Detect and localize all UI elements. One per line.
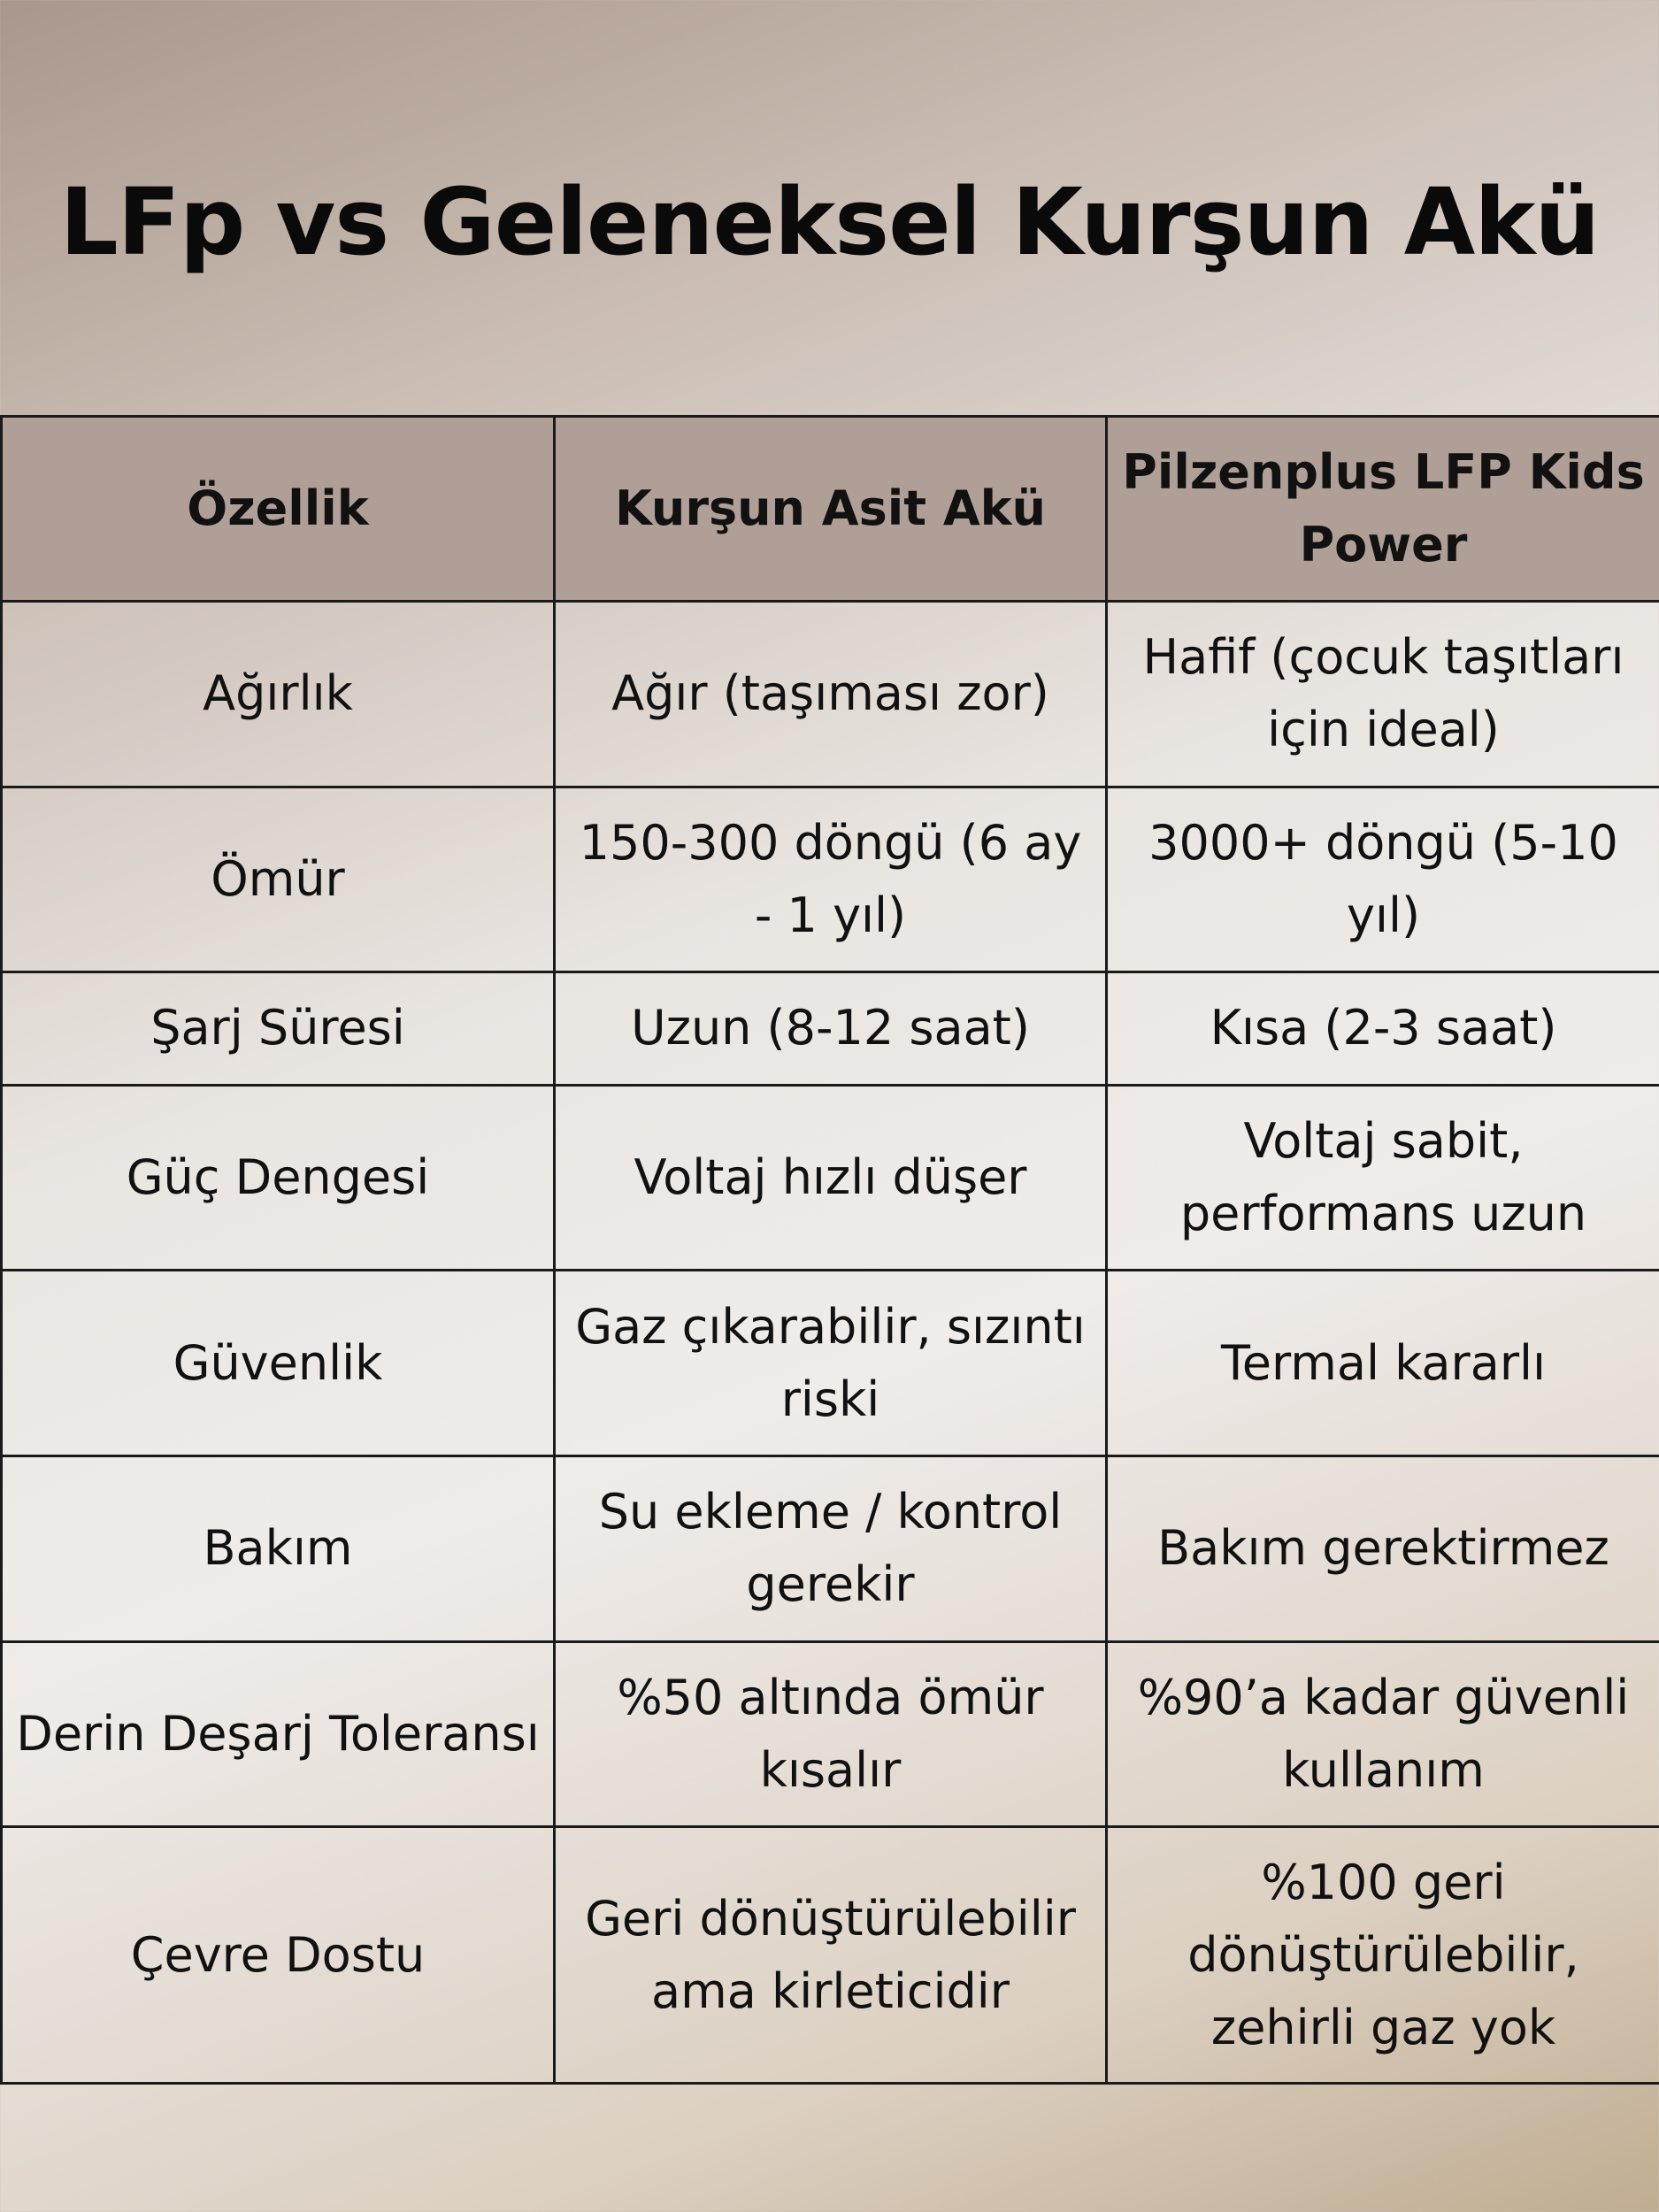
lead-acid-cell: %50 altında ömür kısalır — [555, 1641, 1107, 1827]
lead-acid-cell: 150-300 döngü (6 ay - 1 yıl) — [555, 787, 1107, 972]
table-row — [2, 1827, 1659, 2084]
table-row — [2, 1641, 1659, 1827]
feature-cell: Çevre Dostu — [2, 1827, 555, 2084]
feature-cell: Derin Deşarj Toleransı — [2, 1641, 555, 1827]
lfp-cell: Kısa (2-3 saat) — [1107, 972, 1659, 1085]
lead-acid-cell: Uzun (8-12 saat) — [555, 972, 1107, 1085]
header-feature: Özellik — [2, 417, 555, 602]
table-row — [2, 972, 1659, 1085]
lfp-cell: Termal kararlı — [1107, 1271, 1659, 1456]
lfp-cell: Voltaj sabit, performans uzun — [1107, 1085, 1659, 1271]
lfp-cell: %100 geri dönüştürülebilir, zehirli gaz yok — [1107, 1827, 1659, 2084]
table-row — [2, 1271, 1659, 1456]
table-header-row — [2, 417, 1659, 602]
header-lead-acid: Kurşun Asit Akü — [555, 417, 1107, 602]
table-row — [2, 787, 1659, 972]
lfp-cell: Bakım gerektirmez — [1107, 1455, 1659, 1641]
lfp-cell: %90’a kadar güvenli kullanım — [1107, 1641, 1659, 1827]
page-title: LFp vs Geleneksel Kurşun Akü — [59, 168, 1600, 276]
lead-acid-cell: Ağır (taşıması zor) — [555, 602, 1107, 787]
lfp-cell: 3000+ döngü (5-10 yıl) — [1107, 787, 1659, 972]
lead-acid-cell: Geri dönüştürülebilir ama kirleticidir — [555, 1827, 1107, 2084]
feature-cell: Güç Dengesi — [2, 1085, 555, 1271]
header-lfp: Pilzenplus LFP Kids Power — [1107, 417, 1659, 602]
feature-cell: Şarj Süresi — [2, 972, 555, 1085]
lead-acid-cell: Voltaj hızlı düşer — [555, 1085, 1107, 1271]
feature-cell: Güvenlik — [2, 1271, 555, 1456]
lfp-cell: Hafif (çocuk taşıtları için ideal) — [1107, 602, 1659, 787]
feature-cell: Ağırlık — [2, 602, 555, 787]
feature-cell: Bakım — [2, 1455, 555, 1641]
lead-acid-cell: Gaz çıkarabilir, sızıntı riski — [555, 1271, 1107, 1456]
table-row — [2, 1455, 1659, 1641]
comparison-table — [0, 415, 1659, 2085]
table-row — [2, 1085, 1659, 1271]
table-row — [2, 602, 1659, 787]
feature-cell: Ömür — [2, 787, 555, 972]
lead-acid-cell: Su ekleme / kontrol gerekir — [555, 1455, 1107, 1641]
